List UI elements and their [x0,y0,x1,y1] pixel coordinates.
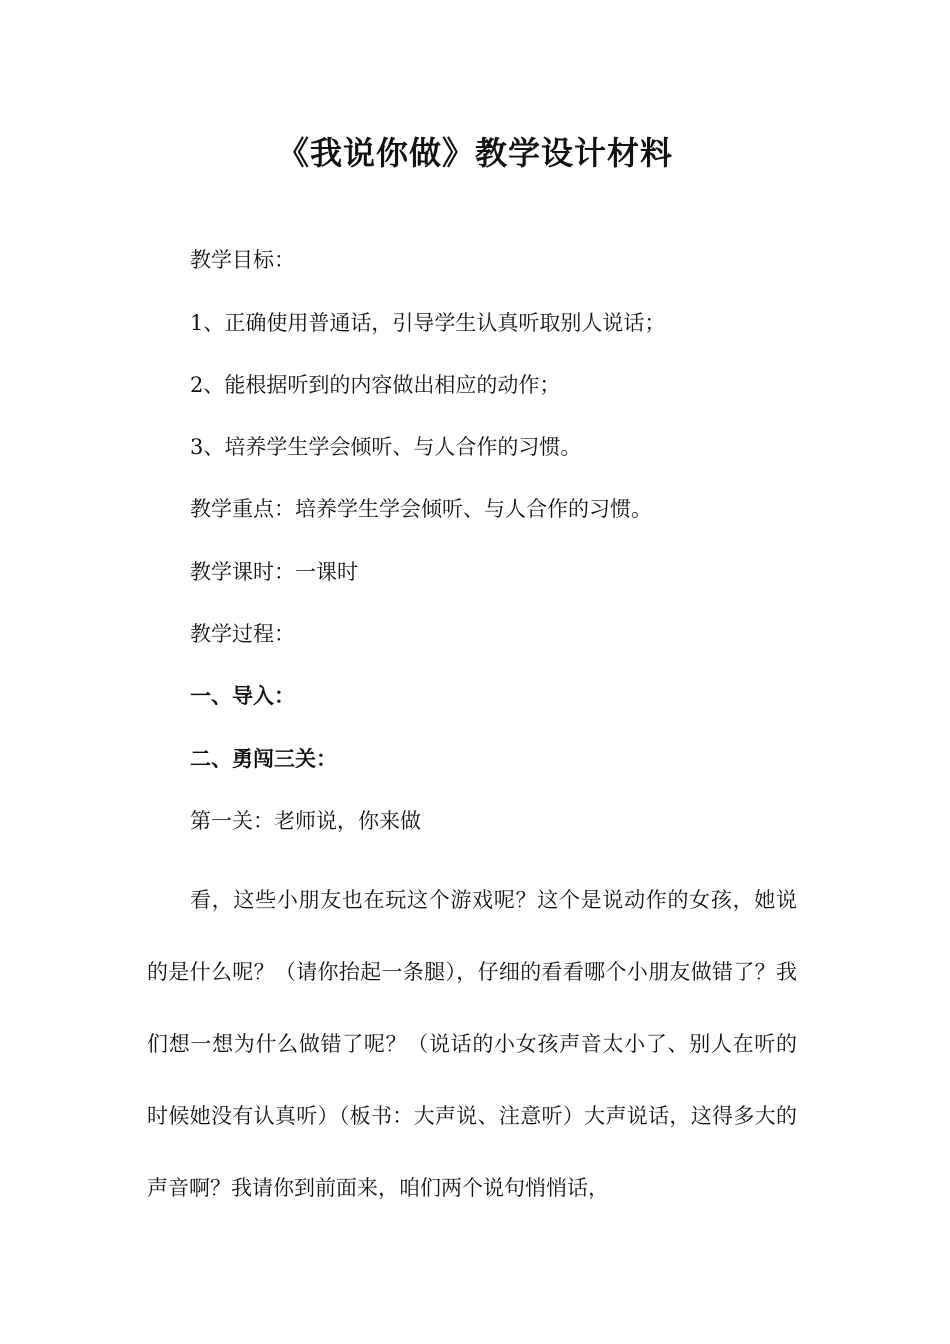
teaching-process-heading: 教学过程： [190,622,295,646]
level-one-heading: 第一关：老师说，你来做 [190,809,421,833]
teaching-focus: 教学重点：培养学生学会倾听、与人合作的习惯。 [190,497,652,521]
body-paragraph: 看，这些小朋友也在玩这个游戏呢？这个是说动作的女孩，她说的是什么呢？（请你抬起一条腿），仔细的看看哪个小朋友做错了？我们想一想为什么做错了呢？（说话的小女孩声音太小了、别人在听的时候她没有认真听）（板书：大声说、注意听）大声说话，这得多大的声音啊？我请你到前面来，咱们两个说句悄悄话， [147,888,797,1200]
teaching-goals-heading: 教学目标： [190,248,295,272]
section-heading-three-levels: 二、勇闯三关： [190,747,337,771]
document-title: 《我说你做》教学设计材料 [276,134,673,172]
teaching-hours: 教学课时：一课时 [190,560,358,584]
goal-item-2: 2、能根据听到的内容做出相应的动作； [190,373,561,397]
goal-item-1: 1、正确使用普通话，引导学生认真听取别人说话； [190,311,666,335]
section-heading-intro: 一、导入： [190,684,295,708]
goal-item-3: 3、培养学生学会倾听、与人合作的习惯。 [190,435,582,459]
